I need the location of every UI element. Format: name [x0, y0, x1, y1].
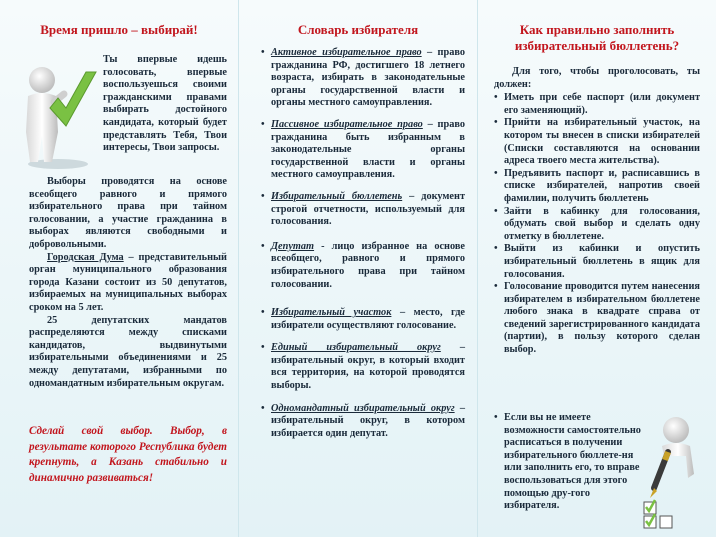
person-with-checkmark-icon — [14, 62, 100, 170]
dictionary-term: Пассивное избирательное право — [271, 118, 423, 130]
left-body — [29, 176, 227, 390]
instructions-lead: Для того, чтобы проголосовать, ты должен: — [494, 66, 700, 90]
dictionary-term: Депутат — [271, 240, 315, 252]
instruction-step: • Голосование проводится путем нанесения избирателем в избирательном бюллетене любого знака в квадрате справа от сведений зарегистрированного кандидата (партии), в пользу которого сделан выбор. — [494, 281, 700, 357]
instruction-step: • Выйти из кабинки и опустить избирательный бюллетень в ящик для голосования. — [494, 243, 700, 281]
dictionary-term: Активное избирательное право — [271, 47, 422, 58]
panel-right — [478, 0, 716, 537]
dictionary-definition: – документ строгой отчетности, используемый для голосования. — [271, 190, 465, 228]
dictionary-item — [261, 307, 465, 332]
right-title: Как правильно заполнить избирательный бюллетень? — [514, 22, 680, 53]
dictionary-definition: – избирательный округ, в который входит вся территория, на которой проводятся выборы. — [271, 342, 465, 392]
duma-paragraph — [29, 252, 227, 315]
dictionary-definition: - лицо избранное на основе всеобщего, равного и прямого избирательного права при тайном голосовании. — [271, 240, 465, 290]
slogan: Сделай свой выбор. Выбор, в результате которого Республика будет крепнуть, а Казань стабильно и динамично развиваться! — [29, 425, 227, 484]
instruction-step: • Иметь при себе паспорт (или документ его заменяющий). — [494, 92, 700, 117]
left-title: Время пришло – выбирай! — [40, 22, 198, 37]
dictionary-definition: – право гражданина быть избранным в законодательные органы государственной власти и органы местного самоуправления. — [271, 118, 465, 181]
duma-term: Городская Дума — [47, 251, 124, 263]
dictionary-term: Избирательный участок — [271, 307, 392, 319]
dictionary-term: Избирательный бюллетень — [271, 190, 403, 202]
instruction-step: • Зайти в кабинку для голосования, обдумать свой выбор и сделать одну отметку в бюллетене. — [494, 206, 700, 244]
dictionary-item — [261, 403, 465, 441]
instruction-step: • Прийти на избирательный участок, на котором ты внесен в списки избирателей (Списки составляются на основании адреса твоего места жительства). — [494, 117, 700, 167]
dictionary-item — [261, 191, 465, 229]
panel-left — [0, 0, 238, 537]
dictionary-item — [261, 342, 465, 392]
dictionary-definition: – избирательный округ, в котором избирается один депутат. — [271, 402, 465, 439]
instruction-step: • Если вы не имеете возможности самостоятельно расписаться в получении избирательного бюллете-ня или заполнить его, то вправе воспользоваться для этого помощью дру-гого избирателя. — [494, 412, 642, 513]
dictionary-term: Одномандатный избирательный округ — [271, 402, 455, 414]
panel-middle — [239, 0, 477, 537]
left-intro: Ты впервые идешь голосовать, впервые воспользуешься своими гражданскими правами выбирать достойного кандидата, который будет представлять Тебя, Твои интересы, Твои запросы. — [103, 54, 227, 154]
dictionary-item — [261, 241, 465, 291]
person-with-pen-icon — [638, 412, 710, 532]
dictionary-definition: – право гражданина РФ, достигшего 18 летнего возраста, избирать в законодательные органы государственной власти и органы местного самоуправления. — [271, 47, 465, 109]
instruction-step: • Предъявить паспорт и, расписавшись в списке избирателей, напротив своей фамилии, получить бюллетень — [494, 168, 700, 206]
dictionary-term: Единый избирательный округ — [271, 342, 441, 354]
dictionary-item — [261, 119, 465, 182]
dictionary-list — [261, 47, 465, 440]
duma-text: – представительный орган муниципального образования города Казани состоит из 50 депутатов, избираемых на муниципальных выборах сроком на 5 лет. — [29, 251, 227, 313]
instructions — [494, 66, 700, 357]
dictionary-item — [261, 47, 465, 110]
dictionary-definition: – место, где избиратели осуществляют голосование. — [271, 307, 465, 331]
middle-title: Словарь избирателя — [297, 22, 419, 37]
assistance-note — [494, 412, 642, 513]
elections-paragraph: Выборы проводятся на основе всеобщего равного и прямого избирательного права при тайном голосовании, а участие гражданина в выборах являются свободными и добровольными. — [29, 176, 227, 250]
mandates-paragraph: 25 депутатских мандатов распределяются между списками кандидатов, выдвинутыми избирательными объединениями и 25 между депутатами, избранными по одномандатным избирательным округам. — [29, 314, 227, 389]
